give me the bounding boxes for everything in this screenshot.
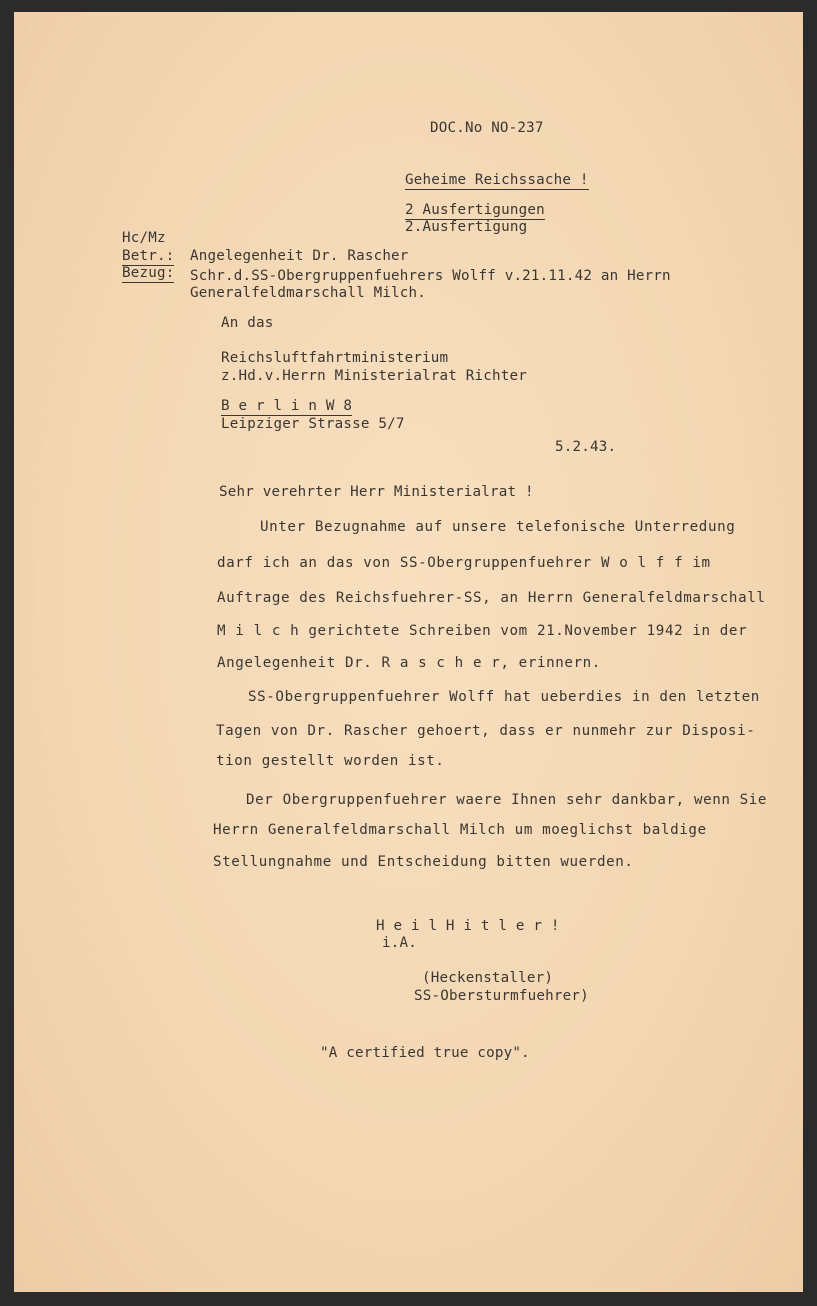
body-line: M i l c h gerichtete Schreiben vom 21.November 1942 in der — [217, 623, 748, 639]
signer-rank: SS-Obersturmfuehrer) — [414, 988, 589, 1004]
closing: H e i l H i t l e r ! — [376, 918, 560, 934]
reference-label: Bezug: — [122, 265, 175, 281]
reference-code: Hc/Mz — [122, 230, 166, 246]
recipient-line-3: z.Hd.v.Herrn Ministerialrat Richter — [221, 368, 527, 384]
document-page — [14, 12, 803, 1292]
recipient-street: Leipziger Strasse 5/7 — [221, 416, 405, 432]
subject-label: Betr.: — [122, 248, 175, 264]
body-line: Tagen von Dr. Rascher gehoert, dass er nunmehr zur Disposi- — [216, 723, 756, 739]
letter-date: 5.2.43. — [555, 439, 617, 455]
body-line: Unter Bezugnahme auf unsere telefonische Unterredung — [260, 519, 736, 535]
on-behalf-mark: i.A. — [382, 935, 417, 951]
body-line: Der Obergruppenfuehrer waere Ihnen sehr dankbar, wenn Sie — [246, 792, 768, 808]
signer-name: (Heckenstaller) — [422, 970, 554, 986]
body-line: Angelegenheit Dr. R a s c h e r, erinnern. — [217, 655, 601, 671]
copies-count: 2 Ausfertigungen — [405, 202, 545, 218]
body-line: SS-Obergruppenfuehrer Wolff hat ueberdies in den letzten — [248, 689, 760, 705]
copy-number: 2.Ausfertigung — [405, 219, 528, 235]
recipient-line-1: An das — [221, 315, 274, 331]
body-line: tion gestellt worden ist. — [216, 753, 445, 769]
body-line: Stellungnahme und Entscheidung bitten wuerden. — [213, 854, 634, 870]
reference-line-1: Schr.d.SS-Obergruppenfuehrers Wolff v.21.11.42 an Herrn — [190, 268, 671, 284]
certification-note: "A certified true copy". — [320, 1045, 530, 1061]
document-number: DOC.No NO-237 — [430, 120, 544, 136]
classification-stamp: Geheime Reichssache ! — [405, 172, 589, 188]
body-line: Auftrage des Reichsfuehrer-SS, an Herrn Generalfeldmarschall — [217, 590, 766, 606]
body-line: Herrn Generalfeldmarschall Milch um moeglichst baldige — [213, 822, 707, 838]
body-line: darf ich an das von SS-Obergruppenfuehrer W o l f f im — [217, 555, 711, 571]
recipient-line-2: Reichsluftfahrtministerium — [221, 350, 449, 366]
subject-text: Angelegenheit Dr. Rascher — [190, 248, 409, 264]
salutation: Sehr verehrter Herr Ministerialrat ! — [219, 484, 534, 500]
reference-line-2: Generalfeldmarschall Milch. — [190, 285, 427, 301]
recipient-city: B e r l i n W 8 — [221, 398, 353, 414]
